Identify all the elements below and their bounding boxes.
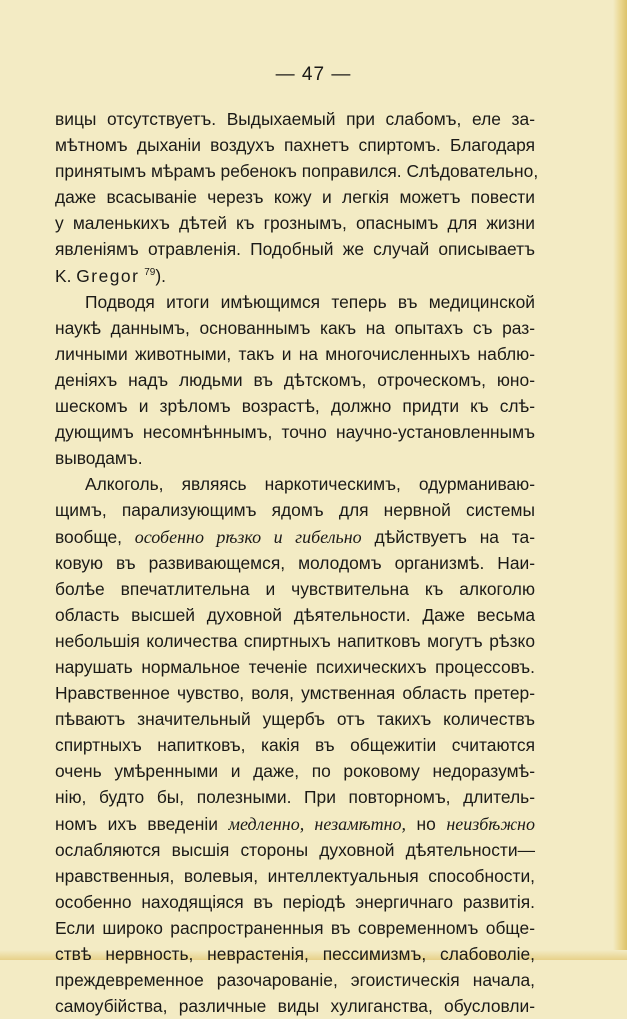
footnote-ref: 79 xyxy=(144,266,156,278)
italic-emphasis: особенно рѣзко и гибельно xyxy=(134,526,362,547)
text-line xyxy=(55,732,535,758)
text-line xyxy=(55,263,535,289)
text-line xyxy=(55,106,535,132)
text-segment: Если широко распространенныя въ современномъ обще- xyxy=(55,917,535,938)
text-segment: но xyxy=(406,813,447,834)
text-line xyxy=(55,889,535,915)
text-segment: самоубійства, различные виды хулиганства, обусловли- xyxy=(55,996,535,1017)
text-segment: дующимъ несомнѣннымъ, точно научно-установленнымъ xyxy=(55,422,535,443)
text-line xyxy=(55,419,535,445)
text-segment: деніяхъ надъ людьми въ дѣтскомъ, отроческомъ, юно- xyxy=(55,369,535,390)
text-line xyxy=(55,289,535,315)
text-line xyxy=(55,158,539,184)
text-segment: Нравственное чувство, воля, умственная область претер- xyxy=(55,683,535,704)
text-segment: дѣйствуетъ на та- xyxy=(361,526,535,547)
text-segment: вообще, xyxy=(55,526,135,547)
text-line xyxy=(55,445,535,471)
text-segment: пѣваютъ значительный ущербъ отъ такихъ количествъ xyxy=(55,709,535,730)
text-line xyxy=(55,811,535,837)
text-segment: нію, будто бы, полезными. При повторномъ, длитель- xyxy=(55,787,535,808)
text-line xyxy=(55,784,535,810)
text-line xyxy=(55,915,535,941)
text-line xyxy=(55,236,535,262)
text-segment: очень умѣренными и даже, по роковому недоразумѣ- xyxy=(55,761,535,782)
text-segment: даже всасываніе черезъ кожу и легкія можетъ повести xyxy=(55,187,535,208)
italic-emphasis: медленно, незамѣтно, xyxy=(228,813,407,834)
text-segment: K. xyxy=(55,265,77,286)
text-line xyxy=(55,706,535,732)
text-line xyxy=(55,602,535,628)
text-line xyxy=(55,184,535,210)
text-line xyxy=(55,680,535,706)
text-segment: преждевременное разочарованіе, эгоистическія начала, xyxy=(55,970,535,991)
text-line xyxy=(55,628,535,654)
text-line xyxy=(55,654,535,680)
text-line xyxy=(55,497,535,523)
text-segment: ослабляются высшія стороны духовной дѣятельности— xyxy=(55,839,535,860)
text-segment: мѣтномъ дыханіи воздухъ пахнетъ спиртомъ. Благодаря xyxy=(55,135,535,156)
text-line xyxy=(55,393,535,419)
text-segment: щимъ, парализующимъ ядомъ для нервной системы xyxy=(55,500,535,521)
text-segment: область высшей духовной дѣятельности. Даже весьма xyxy=(55,604,535,625)
text-segment: выводамъ. xyxy=(55,448,143,469)
text-line xyxy=(55,941,535,967)
text-segment: ковую въ развивающемся, молодомъ организмѣ. Наи- xyxy=(55,552,535,573)
text-line xyxy=(55,315,535,341)
text-line xyxy=(55,758,535,784)
body-text xyxy=(55,106,539,1019)
italic-emphasis: неизбѣжно xyxy=(446,813,535,834)
text-line xyxy=(55,863,535,889)
text-line xyxy=(55,967,535,993)
text-segment: болѣе впечатлительна и чувствительна къ алкоголю xyxy=(55,578,535,599)
text-segment: небольшія количества спиртныхъ напитковъ могутъ рѣзко xyxy=(55,630,535,651)
text-line xyxy=(55,367,535,393)
text-line xyxy=(55,576,535,602)
text-segment: наукѣ даннымъ, основаннымъ какъ на опытахъ съ раз- xyxy=(55,317,535,338)
text-line xyxy=(55,550,535,576)
text-segment: ствѣ нервность, неврастенія, пессимизмъ, слабоволіе, xyxy=(55,944,535,964)
text-segment: вицы отсутствуетъ. Выдыхаемый при слабомъ, еле за- xyxy=(55,109,535,129)
text-line xyxy=(55,471,535,497)
text-segment: ). xyxy=(155,265,166,286)
text-segment: особенно находящіяся въ періодѣ энергичнаго развитія. xyxy=(55,891,535,912)
text-segment: Алкоголь, являясь наркотическимъ, одурманиваю- xyxy=(85,474,535,495)
text-segment: номъ ихъ введеніи xyxy=(55,813,229,834)
text-segment: личными животными, такъ и на многочисленныхъ наблю- xyxy=(55,343,535,364)
text-segment: шескомъ и зрѣломъ возрастѣ, должно придти къ слѣ- xyxy=(55,396,535,417)
text-segment: Подводя итоги имѣющимся теперь въ медицинской xyxy=(85,291,535,312)
text-line xyxy=(55,132,535,158)
text-segment: нравственныя, волевыя, интеллектуальныя способности, xyxy=(55,865,535,886)
page-edge-shading xyxy=(613,0,627,960)
text-segment: принятымъ мѣрамъ ребенокъ поправился. Слѣдовательно, xyxy=(55,161,539,182)
text-segment: явленіямъ отравленія. Подобный же случай описываетъ xyxy=(55,239,535,260)
text-segment: спиртныхъ напитковъ, какія въ общежитіи считаются xyxy=(55,735,535,756)
text-line xyxy=(55,210,535,236)
text-line xyxy=(55,524,535,550)
text-line xyxy=(55,993,535,1019)
page-number: — 47 — xyxy=(275,64,352,85)
text-line xyxy=(55,837,535,863)
text-segment: у маленькихъ дѣтей къ грознымъ, опаснымъ для жизни xyxy=(55,213,535,234)
spaced-name: Gregor xyxy=(76,265,140,286)
text-segment: нарушать нормальное теченіе психическихъ процессовъ. xyxy=(55,656,535,677)
text-line xyxy=(55,341,535,367)
